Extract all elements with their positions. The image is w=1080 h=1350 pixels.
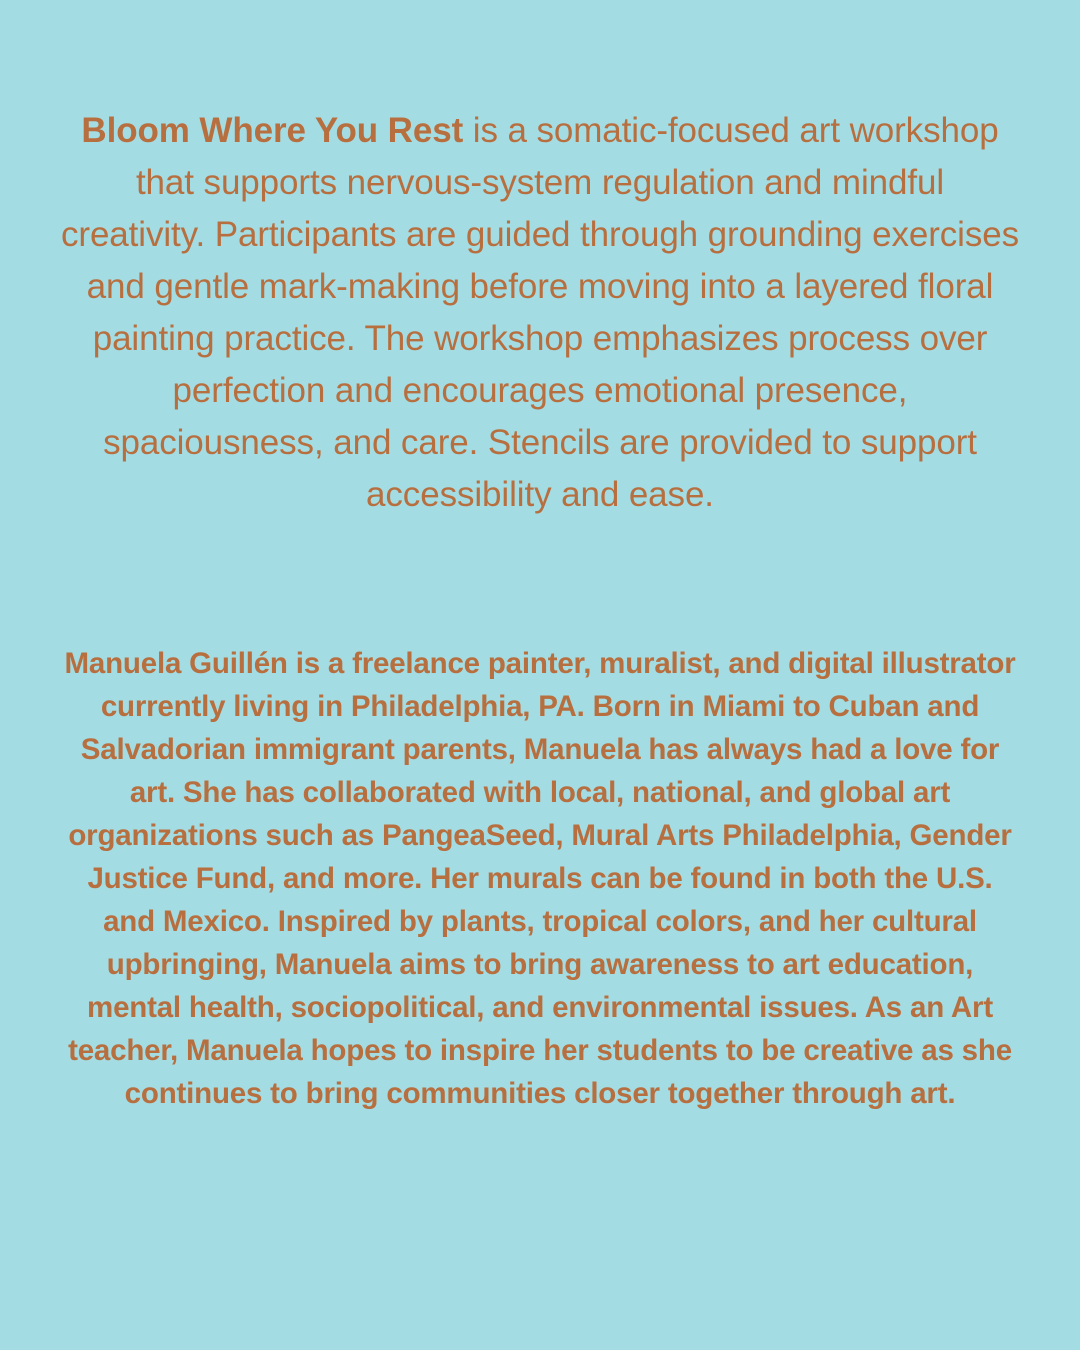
workshop-description-text: is a somatic-focused art workshop that supports nervous-system regulation and mindful creativity. Participants are guided through grounding exercises and gentle mark-making before moving into a layered floral painting practice. The workshop emphasizes process over perfection and encourages emotional presence, spaciousness, and care. Stencils are provided to support accessibility and ease.: [60, 111, 1020, 514]
workshop-description: [60, 105, 1020, 521]
workshop-title: Bloom Where You Rest: [81, 111, 464, 150]
artist-bio: Manuela Guillén is a freelance painter, muralist, and digital illustrator currently living in Philadelphia, PA. Born in Miami to Cuban and Salvadorian immigrant parents, Manuela has always had a love for art. She has collaborated with local, national, and global art organizations such as PangeaSeed, Mural Arts Philadelphia, Gender Justice Fund, and more. Her murals can be found in both the U.S. and Mexico. Inspired by plants, tropical colors, and her cultural upbringing, Manuela aims to bring awareness to art education, mental health, sociopolitical, and environmental issues. As an Art teacher, Manuela hopes to inspire her students to be creative as she continues to bring communities closer together through art.: [64, 647, 1016, 1110]
